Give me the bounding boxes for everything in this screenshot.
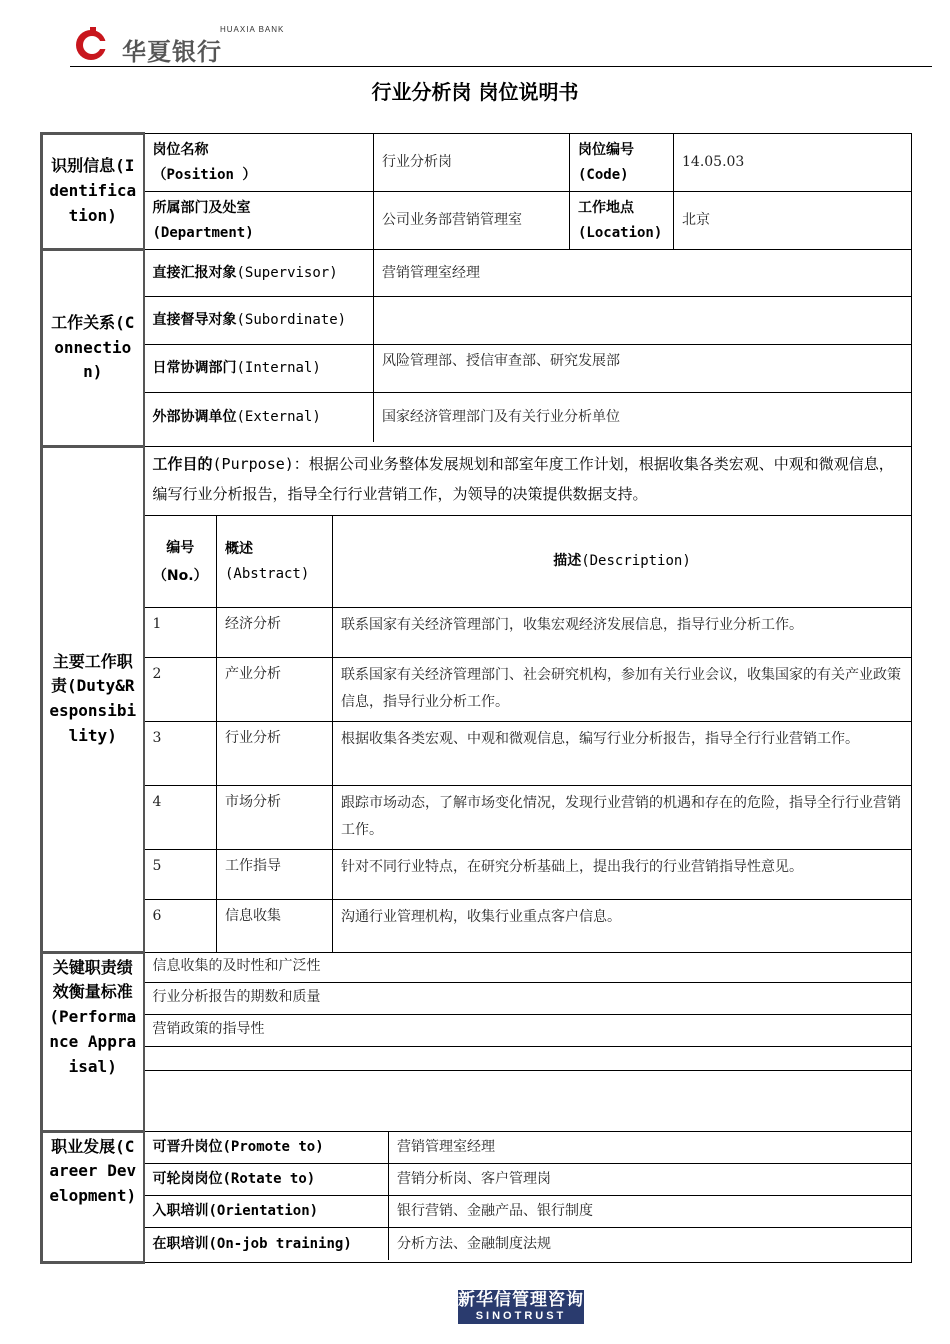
position-label: 岗位名称 （Position ） — [145, 134, 374, 192]
code-value: 14.05.03 — [674, 134, 912, 192]
duty-items-table — [145, 515, 912, 952]
consultancy-name-en: SINOTRUST — [475, 1310, 567, 1322]
connection-section — [42, 250, 912, 447]
subordinate-value — [374, 296, 912, 344]
page-header — [70, 22, 932, 67]
identification-section-label: 识别信息(Identification) — [42, 134, 144, 250]
supervisor-value: 营销管理室经理 — [374, 250, 912, 296]
orientation-value: 银行营销、金融产品、银行制度 — [389, 1196, 912, 1228]
duty-section — [42, 447, 912, 953]
onjob-training-value: 分析方法、金融制度法规 — [389, 1228, 912, 1260]
bank-logo-icon — [72, 26, 112, 62]
duty-row: 4 市场分析 跟踪市场动态，了解市场变化情况，发现行业营销的机遇和存在的危险，指导全行行业营销工作。 — [145, 786, 912, 850]
performance-item: 行业分析报告的期数和质量 — [145, 983, 912, 1015]
promote-label: 可晋升岗位(Promote to) — [145, 1132, 389, 1164]
connection-section-label: 工作关系(Connection) — [42, 250, 144, 447]
page-title: 行业分析岗 岗位说明书 — [371, 80, 579, 104]
col-no-header: 编号（No.） — [145, 516, 217, 608]
orientation-label: 入职培训(Orientation) — [145, 1196, 389, 1228]
col-description-header: 描述(Description) — [333, 516, 912, 608]
performance-item — [145, 1071, 912, 1123]
location-value: 北京 — [674, 192, 912, 250]
performance-item: 营销政策的指导性 — [145, 1015, 912, 1047]
duty-row: 1 经济分析 联系国家有关经济管理部门，收集宏观经济发展信息，指导行业分析工作。 — [145, 608, 912, 658]
job-description-table — [40, 132, 912, 1264]
career-section — [42, 1131, 912, 1262]
subordinate-label: 直接督导对象(Subordinate) — [145, 296, 374, 344]
external-label: 外部协调单位(External) — [145, 392, 374, 442]
position-value: 行业分析岗 — [374, 134, 570, 192]
duty-row: 2 产业分析 联系国家有关经济管理部门、社会研究机构，参加有关行业会议，收集国家的有关产业政策信息，指导行业分析工作。 — [145, 658, 912, 722]
performance-item — [145, 1047, 912, 1071]
duty-row: 6 信息收集 沟通行业管理机构，收集行业重点客户信息。 — [145, 900, 912, 952]
bank-name-en: HUAXIA BANK — [220, 25, 285, 34]
col-abstract-header: 概述 (Abstract) — [217, 516, 333, 608]
performance-section — [42, 952, 912, 1131]
department-label: 所属部门及处室 (Department) — [145, 192, 374, 250]
code-label: 岗位编号 (Code) — [570, 134, 674, 192]
consultancy-name-cn: 新华信管理咨询 — [458, 1290, 584, 1310]
purpose-text: 工作目的(Purpose)：根据公司业务整体发展规划和部室年度工作计划，根据收集各类宏观、中观和微观信息，编写行业分析报告，指导全行行业营销工作，为领导的决策提供数据支持。 — [152, 455, 894, 503]
bank-name-cn: 华夏银行 — [122, 38, 222, 66]
performance-section-label: 关键职责绩效衡量标准(Performance Appraisal) — [42, 952, 144, 1131]
rotate-value: 营销分析岗、客户管理岗 — [389, 1164, 912, 1196]
consultancy-logo — [458, 1290, 584, 1324]
identification-section — [42, 134, 912, 250]
career-section-label: 职业发展(Career Development) — [42, 1131, 144, 1262]
duty-section-label: 主要工作职责(Duty&Responsibility) — [42, 447, 144, 953]
internal-label: 日常协调部门(Internal) — [145, 344, 374, 392]
duty-row: 3 行业分析 根据收集各类宏观、中观和微观信息，编写行业分析报告，指导全行行业营销工作。 — [145, 722, 912, 786]
location-label: 工作地点 (Location) — [570, 192, 674, 250]
supervisor-label: 直接汇报对象(Supervisor) — [145, 250, 374, 296]
internal-value: 风险管理部、授信审查部、研究发展部 — [374, 344, 912, 392]
promote-value: 营销管理室经理 — [389, 1132, 912, 1164]
onjob-training-label: 在职培训(On-job training) — [145, 1228, 389, 1260]
performance-item: 信息收集的及时性和广泛性 — [145, 953, 912, 983]
duty-row: 5 工作指导 针对不同行业特点，在研究分析基础上，提出我行的行业营销指导性意见。 — [145, 850, 912, 900]
department-value: 公司业务部营销管理室 — [374, 192, 570, 250]
external-value: 国家经济管理部门及有关行业分析单位 — [374, 392, 912, 442]
rotate-label: 可轮岗岗位(Rotate to) — [145, 1164, 389, 1196]
